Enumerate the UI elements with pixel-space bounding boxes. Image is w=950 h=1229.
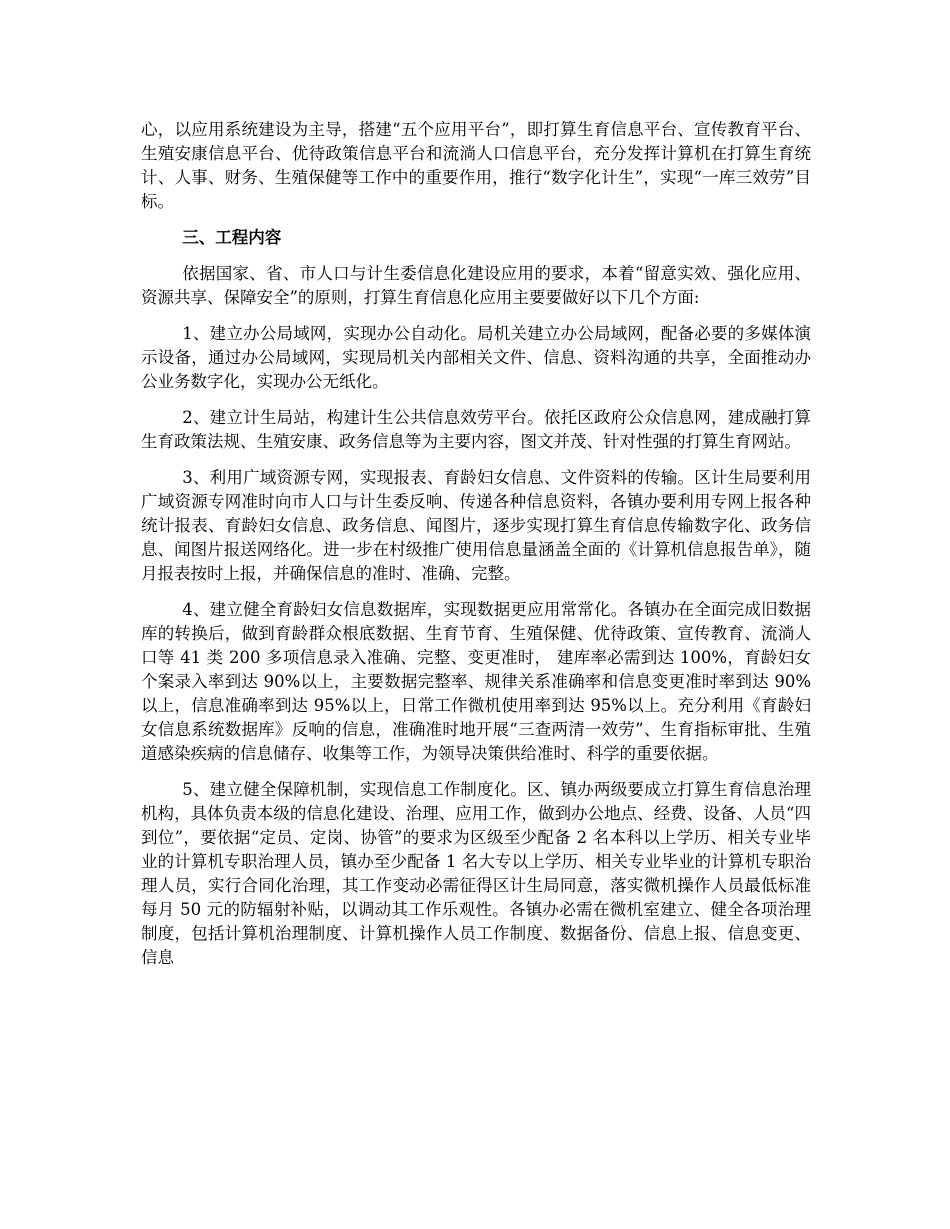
- item-paragraph-3: 3、利用广域资源专网，实现报表、育龄妇女信息、文件资料的传输。区计生局要利用广域资源专网准时向市人口与计生委反响、传递各种信息资料，各镇办要利用专网上报各种统计报表、育龄妇女信息、政务信息、闻图片，逐步实现打算生育信息传输数字化、政务信息、闻图片报送网络化。进一步在村级推广使用信息量涵盖全面的《计算机信息报告单》，随月报表按时上报，并确保信息的准时、准确、完整。: [141, 468, 811, 583]
- item-paragraph-1: 1、建立办公局域网，实现办公自动化。局机关建立办公局域网，配备必要的多媒体演示设备，通过办公局域网，实现局机关内部相关文件、信息、资料沟通的共享，全面推动办公业务数字化，实现办公无纸化。: [141, 324, 811, 391]
- item-paragraph-5: 5、建立健全保障机制，实现信息工作制度化。区、镇办两级要成立打算生育信息治理机构，具体负责本级的信息化建设、治理、应用工作，做到办公地点、经费、设备、人员“四到位”，要依据“定员、定岗、协管”的要求为区级至少配备 2 名本科以上学历、相关专业毕业的计算机专职治理人员，镇办至少配备 1 名大专以上学历、相关专业毕业的计算机专职治理人员，实行合同化治理，其工作变动必需征得区计生局同意，落实微机操作人员最低标准每月 50 元的防辐射补贴，以调动其工作乐观性。各镇办必需在微机室建立、健全各项治理制度，包括计算机治理制度、计算机操作人员工作制度、数据备份、信息上报、信息变更、信息: [141, 780, 811, 967]
- item-paragraph-2: 2、建立计生局站，构建计生公共信息效劳平台。依托区政府公众信息网，建成融打算生育政策法规、生殖安康、政务信息等为主要内容，图文并茂、针对性强的打算生育网站。: [141, 408, 811, 451]
- document-page: [141, 118, 811, 982]
- intro-paragraph: 心，以应用系统建设为主导，搭建“五个应用平台”，即打算生育信息平台、宣传教育平台、生殖安康信息平台、优待政策信息平台和流淌人口信息平台，充分发挥计算机在打算生育统计、人事、财务、生殖保健等工作中的重要作用，推行“数字化计生”，实现“一库三效劳”目标。: [141, 120, 811, 211]
- item-paragraph-4: 4、建立健全育龄妇女信息数据库，实现数据更应用常常化。各镇办在全面完成旧数据库的转换后，做到育龄群众根底数据、生育节育、生殖保健、优待政策、宣传教育、流淌人口等 41 类 200 多项信息录入准确、完整、变更准时， 建库率必需到达 100%，育龄妇女个案录入率到达 90%以上，主要数据完整率、规律关系准确率和信息变更准时率到达 90%以上，信息准确率到达 95%以上，日常工作微机使用率到达 95%以上。充分利用《育龄妇女信息系统数据库》反响的信息，准确准时地开展“三查两清一效劳”、生育指标审批、生殖道感染疾病的信息储存、收集等工作，为领导决策供给准时、科学的重要依据。: [141, 600, 811, 763]
- section-intro-paragraph: 依据国家、省、市人口与计生委信息化建设应用的要求，本着“留意实效、强化应用、资源共享、保障安全”的原则，打算生育信息化应用主要要做好以下几个方面:: [141, 264, 811, 307]
- section-heading: 三、工程内容: [182, 228, 282, 247]
